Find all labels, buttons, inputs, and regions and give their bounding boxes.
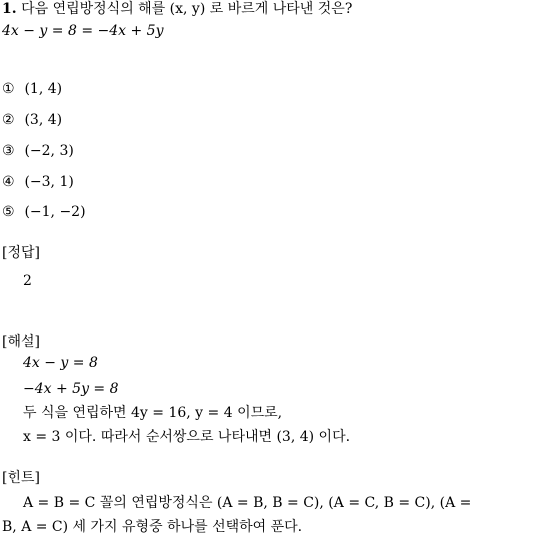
choice-marker: ① — [2, 81, 15, 97]
question-prompt: 다음 연립방정식의 해를 (x, y) 로 바르게 나타낸 것은? — [21, 1, 353, 17]
question-equation: 4x − y = 8 = −4x + 5y — [2, 23, 164, 39]
choice-text: (3, 4) — [24, 112, 63, 128]
explanation-line-1: 4x − y = 8 — [23, 355, 98, 371]
choice-marker: ④ — [2, 174, 15, 190]
choice-text: (−2, 3) — [24, 143, 74, 159]
choice-2[interactable] — [2, 111, 62, 129]
hint-label: [힌트] — [2, 470, 40, 486]
choice-5[interactable] — [2, 203, 86, 221]
choice-text: (1, 4) — [24, 81, 63, 97]
explanation-line-3: 두 식을 연립하면 4y = 16, y = 4 이므로, — [23, 405, 283, 421]
answer-value: 2 — [23, 273, 32, 289]
question-number: 1. — [2, 1, 17, 17]
choice-4[interactable] — [2, 173, 74, 191]
explanation-line-4: x = 3 이다. 따라서 순서쌍으로 나타내면 (3, 4) 이다. — [23, 429, 351, 445]
explanation-line-2: −4x + 5y = 8 — [23, 381, 119, 397]
choice-text: (−3, 1) — [24, 174, 74, 190]
explanation-label: [해설] — [2, 334, 40, 350]
choice-1[interactable] — [2, 80, 62, 98]
question-header — [2, 0, 352, 18]
choice-marker: ② — [2, 112, 15, 128]
hint-line-2: B, A = C) 세 가지 유형중 하나를 선택하여 푼다. — [2, 519, 303, 535]
choice-marker: ⑤ — [2, 204, 15, 220]
choice-text: (−1, −2) — [24, 204, 86, 220]
answer-label: [정답] — [2, 245, 40, 261]
hint-line-1: A = B = C 꼴의 연립방정식은 (A = B, B = C), (A = C, B = C), (A = — [23, 495, 472, 511]
choice-3[interactable] — [2, 142, 74, 160]
choice-marker: ③ — [2, 143, 15, 159]
